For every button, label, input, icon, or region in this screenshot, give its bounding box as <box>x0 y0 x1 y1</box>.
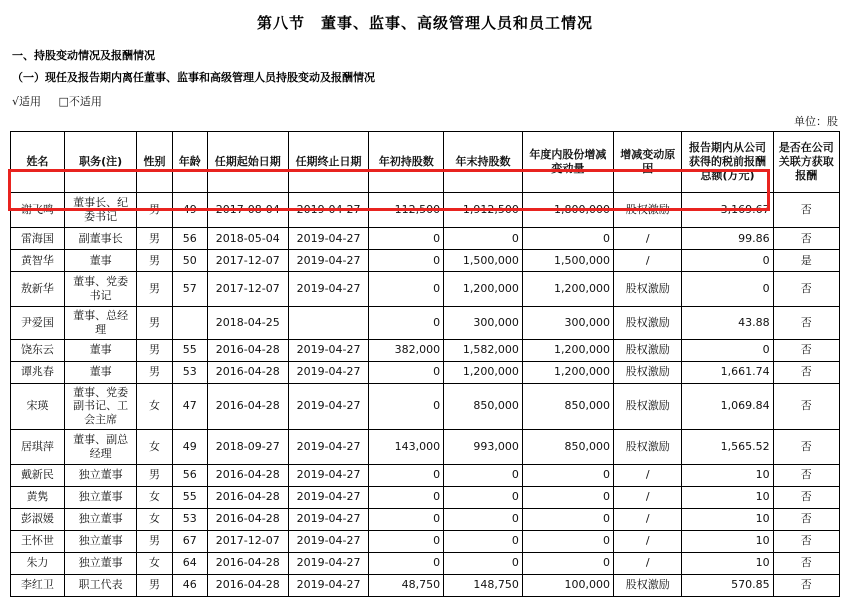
col-shares-start: 年初持股数 <box>369 132 444 193</box>
cell-start-date: 2018-04-25 <box>207 307 288 340</box>
not-applicable-option: □不适用 <box>58 95 102 108</box>
cell-age: 64 <box>172 552 207 574</box>
cell-shares-start: 382,000 <box>369 339 444 361</box>
cell-related-party-pay: 否 <box>773 574 839 596</box>
cell-change-reason: 股权激励 <box>614 574 682 596</box>
cell-related-party-pay: 否 <box>773 383 839 429</box>
cell-name: 王怀世 <box>11 530 65 552</box>
cell-change-reason: / <box>614 530 682 552</box>
cell-shares-start: 0 <box>369 552 444 574</box>
applicable-option: √适用 <box>12 95 42 108</box>
col-change-reason: 增减变动原因 <box>614 132 682 193</box>
cell-start-date: 2016-04-28 <box>207 552 288 574</box>
cell-gender: 女 <box>137 552 172 574</box>
cell-shares-end: 0 <box>444 486 523 508</box>
cell-change-reason: 股权激励 <box>614 383 682 429</box>
cell-related-party-pay: 否 <box>773 486 839 508</box>
cell-gender: 男 <box>137 228 172 250</box>
col-shares-end: 年末持股数 <box>444 132 523 193</box>
cell-pretax-pay: 10 <box>682 508 773 530</box>
cell-shares-start: 143,000 <box>369 429 444 464</box>
cell-name: 居琪萍 <box>11 429 65 464</box>
cell-gender: 男 <box>137 307 172 340</box>
cell-change-reason: / <box>614 464 682 486</box>
cell-age: 55 <box>172 486 207 508</box>
cell-change-reason: / <box>614 552 682 574</box>
cell-pretax-pay: 99.86 <box>682 228 773 250</box>
cell-shares-end: 0 <box>444 228 523 250</box>
cell-related-party-pay: 否 <box>773 429 839 464</box>
cell-share-change: 0 <box>522 552 613 574</box>
col-gender: 性别 <box>137 132 172 193</box>
cell-share-change: 1,500,000 <box>522 250 613 272</box>
cell-related-party-pay: 否 <box>773 530 839 552</box>
cell-shares-end: 0 <box>444 508 523 530</box>
cell-end-date: 2019-04-27 <box>288 250 369 272</box>
cell-pretax-pay: 10 <box>682 552 773 574</box>
cell-related-party-pay: 否 <box>773 307 839 340</box>
cell-gender: 男 <box>137 574 172 596</box>
cell-position: 董事、党委副书记、工会主席 <box>64 383 137 429</box>
cell-pretax-pay: 1,661.74 <box>682 361 773 383</box>
col-start-date: 任期起始日期 <box>207 132 288 193</box>
cell-share-change: 1,200,000 <box>522 361 613 383</box>
cell-shares-end: 0 <box>444 530 523 552</box>
cell-age: 49 <box>172 429 207 464</box>
cell-shares-start: 0 <box>369 307 444 340</box>
cell-name: 李红卫 <box>11 574 65 596</box>
cell-name: 朱力 <box>11 552 65 574</box>
cell-related-party-pay: 否 <box>773 339 839 361</box>
cell-name: 黄隽 <box>11 486 65 508</box>
section-heading: 一、持股变动情况及报酬情况 <box>12 49 155 62</box>
personnel-table <box>10 131 840 597</box>
cell-related-party-pay: 是 <box>773 250 839 272</box>
col-age: 年龄 <box>172 132 207 193</box>
cell-position: 独立董事 <box>64 508 137 530</box>
cell-shares-start: 112,500 <box>369 193 444 228</box>
cell-end-date: 2019-04-27 <box>288 361 369 383</box>
page-title: 第八节 董事、监事、高级管理人员和员工情况 <box>256 14 593 32</box>
cell-age: 53 <box>172 361 207 383</box>
cell-shares-end: 300,000 <box>444 307 523 340</box>
cell-start-date: 2017-12-07 <box>207 250 288 272</box>
cell-start-date: 2017-12-07 <box>207 272 288 307</box>
cell-name: 彭淑媛 <box>11 508 65 530</box>
cell-pretax-pay: 43.88 <box>682 307 773 340</box>
cell-shares-end: 1,582,000 <box>444 339 523 361</box>
cell-start-date: 2018-09-27 <box>207 429 288 464</box>
cell-end-date: 2019-04-27 <box>288 429 369 464</box>
table-row <box>11 574 840 596</box>
cell-end-date <box>288 307 369 340</box>
cell-change-reason: 股权激励 <box>614 339 682 361</box>
cell-gender: 男 <box>137 530 172 552</box>
cell-position: 独立董事 <box>64 486 137 508</box>
cell-age: 47 <box>172 383 207 429</box>
cell-gender: 女 <box>137 383 172 429</box>
cell-change-reason: / <box>614 508 682 530</box>
cell-pretax-pay: 0 <box>682 272 773 307</box>
cell-age: 50 <box>172 250 207 272</box>
cell-position: 董事、党委书记 <box>64 272 137 307</box>
cell-name: 饶东云 <box>11 339 65 361</box>
cell-age: 46 <box>172 574 207 596</box>
cell-shares-end: 0 <box>444 464 523 486</box>
cell-share-change: 1,800,000 <box>522 193 613 228</box>
cell-end-date: 2019-04-27 <box>288 508 369 530</box>
cell-gender: 女 <box>137 429 172 464</box>
cell-shares-start: 0 <box>369 250 444 272</box>
cell-age: 55 <box>172 339 207 361</box>
cell-end-date: 2019-04-27 <box>288 574 369 596</box>
table-row <box>11 552 840 574</box>
col-share-change: 年度内股份增减变动量 <box>522 132 613 193</box>
cell-shares-end: 148,750 <box>444 574 523 596</box>
cell-start-date: 2016-04-28 <box>207 383 288 429</box>
cell-pretax-pay: 570.85 <box>682 574 773 596</box>
cell-related-party-pay: 否 <box>773 193 839 228</box>
table-row <box>11 193 840 228</box>
cell-change-reason: / <box>614 486 682 508</box>
table-row <box>11 228 840 250</box>
col-name: 姓名 <box>11 132 65 193</box>
cell-age: 57 <box>172 272 207 307</box>
cell-share-change: 0 <box>522 464 613 486</box>
cell-pretax-pay: 1,069.84 <box>682 383 773 429</box>
cell-position: 董事、副总经理 <box>64 429 137 464</box>
cell-shares-end: 850,000 <box>444 383 523 429</box>
table-row <box>11 272 840 307</box>
cell-gender: 男 <box>137 361 172 383</box>
cell-gender: 男 <box>137 464 172 486</box>
cell-position: 董事、总经理 <box>64 307 137 340</box>
cell-share-change: 850,000 <box>522 383 613 429</box>
cell-start-date: 2016-04-28 <box>207 361 288 383</box>
cell-name: 黄智华 <box>11 250 65 272</box>
cell-gender: 男 <box>137 272 172 307</box>
table-row <box>11 250 840 272</box>
cell-end-date: 2019-04-27 <box>288 193 369 228</box>
cell-shares-start: 0 <box>369 228 444 250</box>
cell-position: 副董事长 <box>64 228 137 250</box>
cell-pretax-pay: 0 <box>682 250 773 272</box>
cell-share-change: 1,200,000 <box>522 339 613 361</box>
col-related-party-pay: 是否在公司关联方获取报酬 <box>773 132 839 193</box>
cell-age: 56 <box>172 228 207 250</box>
cell-end-date: 2019-04-27 <box>288 552 369 574</box>
table-row <box>11 464 840 486</box>
table-body <box>11 193 840 597</box>
cell-position: 独立董事 <box>64 552 137 574</box>
table-header-row <box>11 132 840 193</box>
cell-name: 戴新民 <box>11 464 65 486</box>
cell-name: 谭兆春 <box>11 361 65 383</box>
cell-change-reason: 股权激励 <box>614 429 682 464</box>
col-end-date: 任期终止日期 <box>288 132 369 193</box>
cell-end-date: 2019-04-27 <box>288 530 369 552</box>
cell-name: 尹爱国 <box>11 307 65 340</box>
cell-age <box>172 307 207 340</box>
cell-end-date: 2019-04-27 <box>288 339 369 361</box>
cell-age: 67 <box>172 530 207 552</box>
cell-share-change: 0 <box>522 486 613 508</box>
cell-share-change: 0 <box>522 508 613 530</box>
cell-shares-end: 1,500,000 <box>444 250 523 272</box>
cell-start-date: 2017-08-04 <box>207 193 288 228</box>
cell-change-reason: / <box>614 228 682 250</box>
cell-position: 董事 <box>64 339 137 361</box>
cell-shares-start: 0 <box>369 361 444 383</box>
unit-note: 单位：股 <box>794 115 838 128</box>
cell-end-date: 2019-04-27 <box>288 486 369 508</box>
cell-shares-start: 0 <box>369 508 444 530</box>
cell-start-date: 2016-04-28 <box>207 574 288 596</box>
cell-pretax-pay: 1,565.52 <box>682 429 773 464</box>
cell-change-reason: 股权激励 <box>614 307 682 340</box>
cell-related-party-pay: 否 <box>773 508 839 530</box>
table-row <box>11 508 840 530</box>
cell-pretax-pay: 10 <box>682 464 773 486</box>
cell-share-change: 1,200,000 <box>522 272 613 307</box>
cell-name: 宋瑛 <box>11 383 65 429</box>
cell-position: 董事 <box>64 361 137 383</box>
cell-gender: 男 <box>137 250 172 272</box>
cell-related-party-pay: 否 <box>773 552 839 574</box>
cell-gender: 女 <box>137 508 172 530</box>
cell-start-date: 2017-12-07 <box>207 530 288 552</box>
cell-start-date: 2016-04-28 <box>207 339 288 361</box>
cell-share-change: 0 <box>522 228 613 250</box>
cell-gender: 女 <box>137 486 172 508</box>
cell-pretax-pay: 10 <box>682 530 773 552</box>
table-row <box>11 429 840 464</box>
cell-pretax-pay: 0 <box>682 339 773 361</box>
cell-shares-start: 0 <box>369 530 444 552</box>
cell-shares-end: 1,912,500 <box>444 193 523 228</box>
cell-gender: 男 <box>137 193 172 228</box>
cell-share-change: 0 <box>522 530 613 552</box>
cell-position: 独立董事 <box>64 464 137 486</box>
applicability-line <box>12 93 840 109</box>
cell-shares-end: 0 <box>444 552 523 574</box>
cell-shares-start: 0 <box>369 272 444 307</box>
cell-related-party-pay: 否 <box>773 464 839 486</box>
cell-change-reason: 股权激励 <box>614 193 682 228</box>
cell-gender: 男 <box>137 339 172 361</box>
cell-shares-end: 1,200,000 <box>444 361 523 383</box>
cell-shares-start: 0 <box>369 486 444 508</box>
cell-related-party-pay: 否 <box>773 361 839 383</box>
cell-start-date: 2016-04-28 <box>207 508 288 530</box>
cell-related-party-pay: 否 <box>773 228 839 250</box>
cell-change-reason: / <box>614 250 682 272</box>
cell-shares-end: 993,000 <box>444 429 523 464</box>
cell-end-date: 2019-04-27 <box>288 228 369 250</box>
cell-share-change: 850,000 <box>522 429 613 464</box>
cell-share-change: 300,000 <box>522 307 613 340</box>
cell-shares-start: 0 <box>369 383 444 429</box>
cell-age: 49 <box>172 193 207 228</box>
table-row <box>11 383 840 429</box>
cell-related-party-pay: 否 <box>773 272 839 307</box>
cell-name: 雷海国 <box>11 228 65 250</box>
cell-end-date: 2019-04-27 <box>288 272 369 307</box>
sub-section-heading: （一）现任及报告期内离任董事、监事和高级管理人员持股变动及报酬情况 <box>12 71 375 84</box>
table-row <box>11 339 840 361</box>
cell-share-change: 100,000 <box>522 574 613 596</box>
cell-position: 董事 <box>64 250 137 272</box>
table-row <box>11 486 840 508</box>
cell-start-date: 2016-04-28 <box>207 464 288 486</box>
cell-end-date: 2019-04-27 <box>288 464 369 486</box>
col-pretax-pay: 报告期内从公司获得的税前报酬总额(万元) <box>682 132 773 193</box>
cell-start-date: 2016-04-28 <box>207 486 288 508</box>
cell-age: 56 <box>172 464 207 486</box>
col-position: 职务(注) <box>64 132 137 193</box>
cell-position: 独立董事 <box>64 530 137 552</box>
cell-shares-start: 0 <box>369 464 444 486</box>
cell-shares-start: 48,750 <box>369 574 444 596</box>
cell-start-date: 2018-05-04 <box>207 228 288 250</box>
cell-pretax-pay: 10 <box>682 486 773 508</box>
cell-change-reason: 股权激励 <box>614 361 682 383</box>
cell-age: 53 <box>172 508 207 530</box>
table-row <box>11 307 840 340</box>
cell-name: 敖新华 <box>11 272 65 307</box>
table-row <box>11 530 840 552</box>
cell-shares-end: 1,200,000 <box>444 272 523 307</box>
cell-change-reason: 股权激励 <box>614 272 682 307</box>
cell-name: 谢飞鸣 <box>11 193 65 228</box>
cell-end-date: 2019-04-27 <box>288 383 369 429</box>
cell-position: 董事长、纪委书记 <box>64 193 137 228</box>
cell-pretax-pay: 3,169.67 <box>682 193 773 228</box>
cell-position: 职工代表 <box>64 574 137 596</box>
table-row <box>11 361 840 383</box>
